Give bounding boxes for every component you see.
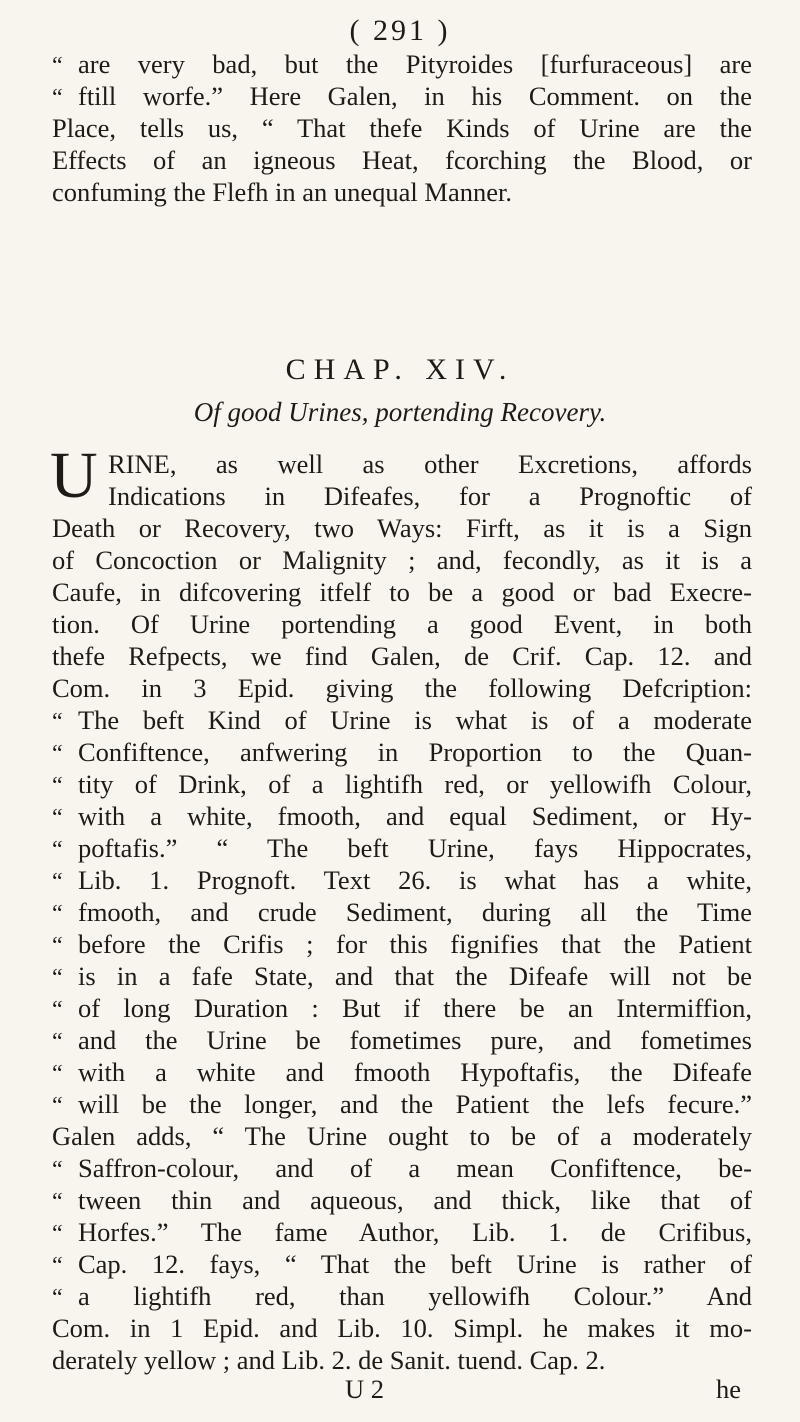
text-line [52, 672, 752, 704]
text-line: “ The beft Kind of Urine is what is of a moderate [52, 705, 752, 735]
line-text: with a white, fmooth, and equal Sediment, or Hy- [78, 801, 752, 831]
line-text: tween thin and aqueous, and thick, like that of [78, 1185, 752, 1215]
line-text: The beft Kind of Urine is what is of a moderate [78, 705, 752, 735]
line-text: Caufe, in difcovering itfelf to be a good or bad Execre- [52, 577, 752, 607]
text-line [52, 512, 752, 544]
text-line: “ are very bad, but the Pityroides [furfuraceous] are [52, 49, 752, 79]
text-line: “ and the Urine be fometimes pure, and fometimes [52, 1025, 752, 1055]
text-line [52, 544, 752, 576]
text-line: “ tity of Drink, of a lightifh red, or yellowifh Colour, [52, 769, 752, 799]
line-text: Cap. 12. fays, “ That the beft Urine is rather of [78, 1249, 752, 1279]
text-line: “ ftill worfe.” Here Galen, in his Comment. on the [52, 81, 752, 111]
signature-mark: U 2 [345, 1374, 385, 1404]
line-text: will be the longer, and the Patient the lefs fecure.” [78, 1089, 752, 1119]
text-line [52, 608, 752, 640]
line-text: derately yellow ; and Lib. 2. de Sanit. tuend. Cap. 2. [52, 1345, 606, 1375]
text-line [108, 448, 752, 480]
text-line: “ with a white and fmooth Hypoftafis, the Difeafe [52, 1057, 752, 1087]
text-line: “ Saffron-colour, and of a mean Confiftence, be- [52, 1153, 752, 1183]
line-text: Death or Recovery, two Ways: Firft, as it is a Sign [52, 513, 752, 543]
line-text: tity of Drink, of a lightifh red, or yellowifh Colour, [78, 769, 752, 799]
text-line: “ with a white, fmooth, and equal Sediment, or Hy- [52, 801, 752, 831]
text-line: confuming the Flefh in an unequal Manner. [52, 177, 512, 207]
line-text: of long Duration : But if there be an Intermiffion, [78, 993, 752, 1023]
line-text: Confiftence, anfwering in Proportion to the Quan- [78, 737, 752, 767]
line-text: of Concoction or Malignity ; and, fecondly, as it is a [52, 545, 752, 575]
text-line: “ fmooth, and crude Sediment, during all the Time [52, 897, 752, 927]
drop-capital: U [50, 439, 98, 512]
catchword: he [716, 1374, 742, 1404]
line-text: thefe Refpects, we find Galen, de Crif. Cap. 12. and [52, 641, 752, 671]
text-line: “ Confiftence, anfwering in Proportion to the Quan- [52, 737, 752, 767]
line-text: ftill worfe.” Here Galen, in his Comment. on the [78, 81, 752, 111]
text-line: “ will be the longer, and the Patient the lefs fecure.” [52, 1089, 752, 1119]
text-line [52, 576, 752, 608]
line-text: Lib. 1. Prognoft. Text 26. is what has a white, [78, 865, 752, 895]
line-text: fmooth, and crude Sediment, during all the Time [78, 897, 752, 927]
line-text: RINE, as well as other Excretions, affords [108, 449, 752, 479]
text-line: “ Horfes.” The fame Author, Lib. 1. de Crifibus, [52, 1217, 752, 1247]
text-line [52, 640, 752, 672]
line-text: Galen adds, “ The Urine ought to be of a moderately [52, 1121, 752, 1151]
line-text: are very bad, but the Pityroides [furfuraceous] are [78, 49, 752, 79]
page-number: ( 291 ) [349, 14, 451, 47]
line-text: Com. in 1 Epid. and Lib. 10. Simpl. he makes it mo- [52, 1313, 752, 1343]
line-text: with a white and fmooth Hypoftafis, the Difeafe [78, 1057, 752, 1087]
line-text: a lightifh red, than yellowifh Colour.” And [78, 1281, 752, 1311]
text-line: “ before the Crifis ; for this fignifies that the Patient [52, 929, 752, 959]
line-text: before the Crifis ; for this fignifies that the Patient [78, 929, 752, 959]
text-line: Effects of an igneous Heat, fcorching the Blood, or [52, 145, 752, 175]
line-text: is in a fafe State, and that the Difeafe will not be [78, 961, 752, 991]
chapter-subtitle: Of good Urines, portending Recovery. [193, 397, 607, 427]
text-line: Place, tells us, “ That thefe Kinds of Urine are the [52, 113, 752, 143]
text-line [108, 480, 752, 512]
chapter-heading: CHAP. XIV. [285, 353, 515, 386]
text-line [52, 1344, 752, 1376]
line-text: Com. in 3 Epid. giving the following Defcription: [52, 673, 752, 703]
text-line: “ is in a fafe State, and that the Difeafe will not be [52, 961, 752, 991]
text-line: “ Cap. 12. fays, “ That the beft Urine is rather of [52, 1249, 752, 1279]
line-text: Horfes.” The fame Author, Lib. 1. de Crifibus, [78, 1217, 752, 1247]
text-line: “ poftafis.” “ The beft Urine, fays Hippocrates, [52, 833, 752, 863]
text-line: “ Lib. 1. Prognoft. Text 26. is what has a white, [52, 865, 752, 895]
text-line [52, 1312, 752, 1344]
line-text: and the Urine be fometimes pure, and fometimes [78, 1025, 752, 1055]
text-line: “ a lightifh red, than yellowifh Colour.” And [52, 1281, 752, 1311]
text-line: “ of long Duration : But if there be an Intermiffion, [52, 993, 752, 1023]
line-text: poftafis.” “ The beft Urine, fays Hippocrates, [78, 833, 752, 863]
line-text: tion. Of Urine portending a good Event, in both [52, 609, 752, 639]
line-text: Indications in Difeafes, for a Prognoftic of [108, 481, 752, 511]
line-text: Saffron-colour, and of a mean Confiftence, be- [78, 1153, 752, 1183]
text-line [52, 1120, 752, 1152]
text-line: “ tween thin and aqueous, and thick, like that of [52, 1185, 752, 1215]
